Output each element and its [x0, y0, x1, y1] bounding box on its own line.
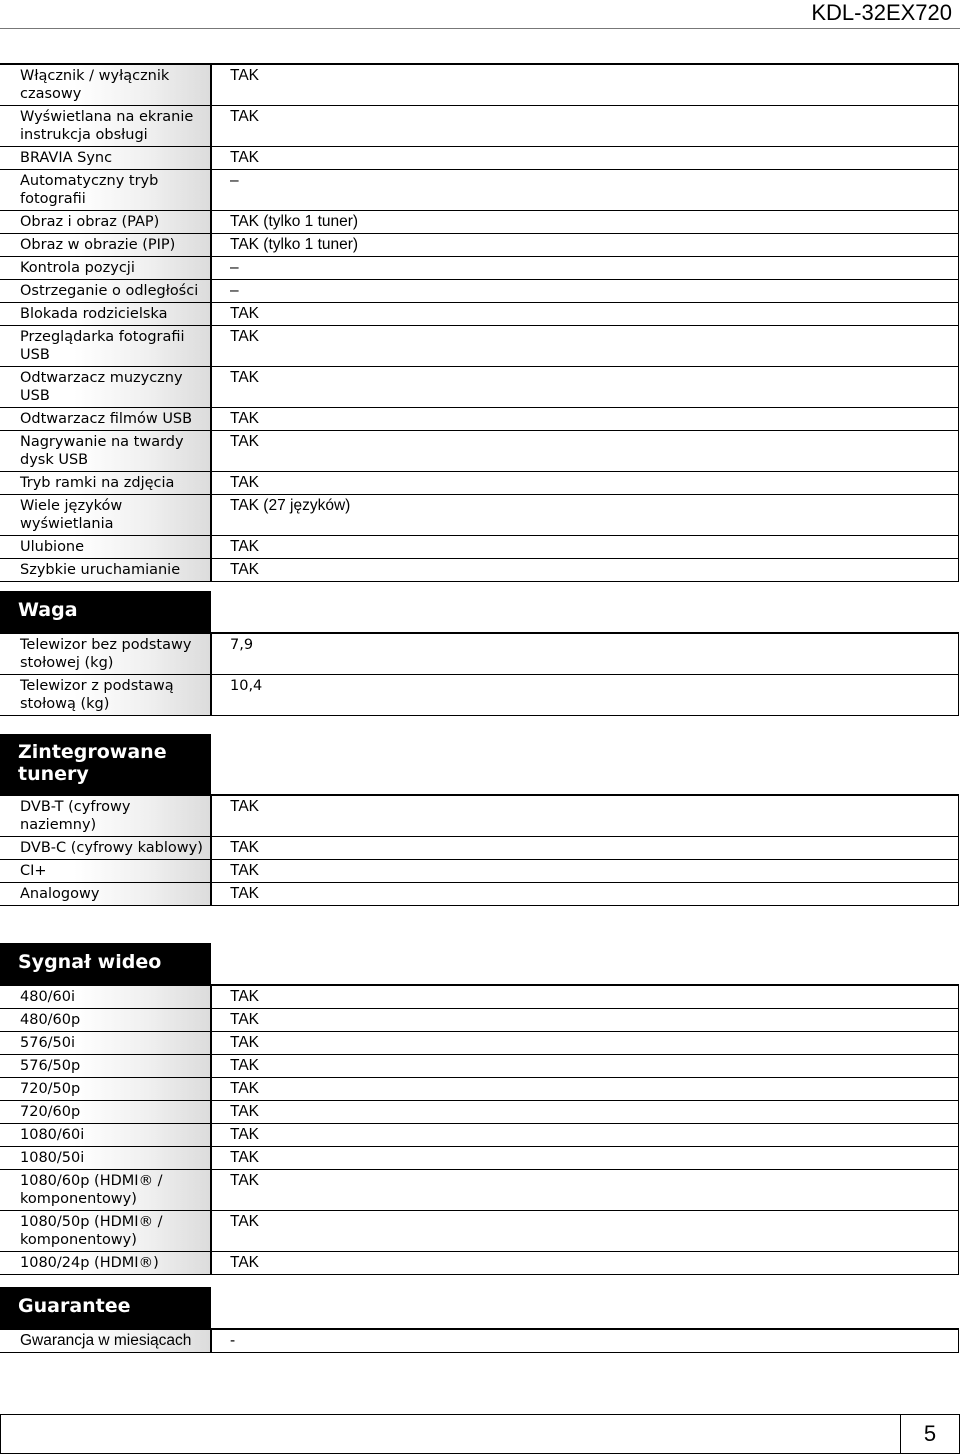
table-row: [0, 1252, 959, 1275]
row-value: TAK: [211, 367, 959, 408]
row-value: TAK: [211, 536, 959, 559]
table-row: [0, 1170, 959, 1211]
row-label: Ulubione: [0, 536, 211, 559]
row-value: 10,4: [211, 675, 959, 716]
row-label: 720/50p: [0, 1078, 211, 1101]
row-label: Tryb ramki na zdjęcia: [0, 472, 211, 495]
row-label: Wiele języków wyświetlania: [0, 495, 211, 536]
row-value: TAK: [211, 303, 959, 326]
row-label: BRAVIA Sync: [0, 147, 211, 170]
row-value: TAK: [211, 1032, 959, 1055]
table-row: [0, 1078, 959, 1101]
row-label: 1080/50p (HDMI® / komponentowy): [0, 1211, 211, 1252]
row-value: –: [211, 170, 959, 211]
row-label: Obraz i obraz (PAP): [0, 211, 211, 234]
table-row: [0, 1101, 959, 1124]
row-value: TAK: [211, 1211, 959, 1252]
table-row: [0, 147, 959, 170]
wideo-section: [0, 943, 960, 1275]
row-value: TAK: [211, 837, 959, 860]
table-row: [0, 257, 959, 280]
row-value: TAK (27 języków): [211, 495, 959, 536]
page-number: 5: [900, 1415, 959, 1453]
row-label: Telewizor bez podstawy stołowej (kg): [0, 633, 211, 675]
row-value: TAK: [211, 1078, 959, 1101]
row-value: TAK: [211, 559, 959, 582]
table-row: [0, 536, 959, 559]
waga-table: [0, 632, 959, 716]
table-row: [0, 1009, 959, 1032]
footer-box: [0, 1414, 960, 1454]
row-label: Włącznik / wyłącznik czasowy: [0, 64, 211, 106]
row-value: -: [211, 1329, 959, 1353]
row-label: CI+: [0, 860, 211, 883]
row-value: TAK (tylko 1 tuner): [211, 234, 959, 257]
guarantee-section: [0, 1287, 960, 1353]
row-value: TAK: [211, 883, 959, 906]
row-label: Wyświetlana na ekranie instrukcja obsługi: [0, 106, 211, 147]
table-row: [0, 837, 959, 860]
row-value: TAK: [211, 326, 959, 367]
table-row: [0, 985, 959, 1009]
table-row: [0, 1032, 959, 1055]
row-label: 720/60p: [0, 1101, 211, 1124]
section-title-wideo: Sygnał wideo: [0, 943, 211, 984]
row-value: TAK: [211, 431, 959, 472]
row-value: TAK: [211, 64, 959, 106]
table-row: [0, 234, 959, 257]
table-row: [0, 170, 959, 211]
table-row: [0, 633, 959, 675]
row-value: TAK: [211, 795, 959, 837]
table-row: [0, 1147, 959, 1170]
row-label: Ostrzeganie o odległości: [0, 280, 211, 303]
row-label: DVB-C (cyfrowy kablowy): [0, 837, 211, 860]
row-label: Odtwarzacz filmów USB: [0, 408, 211, 431]
row-value: TAK: [211, 408, 959, 431]
row-label: Kontrola pozycji: [0, 257, 211, 280]
row-value: TAK: [211, 860, 959, 883]
row-value: TAK: [211, 1147, 959, 1170]
table-row: [0, 326, 959, 367]
wideo-table: [0, 984, 959, 1275]
row-value: TAK: [211, 985, 959, 1009]
row-value: –: [211, 280, 959, 303]
row-value: –: [211, 257, 959, 280]
row-value: TAK: [211, 1009, 959, 1032]
row-label: 480/60p: [0, 1009, 211, 1032]
row-label: 1080/60p (HDMI® / komponentowy): [0, 1170, 211, 1211]
table-row: [0, 280, 959, 303]
table-row: [0, 64, 959, 106]
table-row: [0, 559, 959, 582]
table-row: [0, 367, 959, 408]
row-label: Przeglądarka fotografii USB: [0, 326, 211, 367]
row-value: TAK: [211, 1101, 959, 1124]
table-row: [0, 1329, 959, 1353]
row-label: Odtwarzacz muzyczny USB: [0, 367, 211, 408]
row-value: TAK: [211, 472, 959, 495]
tunery-section: [0, 734, 960, 906]
table-row: [0, 675, 959, 716]
row-label: Telewizor z podstawą stołową (kg): [0, 675, 211, 716]
row-label: Gwarancja w miesiącach: [0, 1329, 211, 1353]
table-row: [0, 431, 959, 472]
row-label: Obraz w obrazie (PIP): [0, 234, 211, 257]
row-label: 576/50p: [0, 1055, 211, 1078]
row-label: DVB-T (cyfrowy naziemny): [0, 795, 211, 837]
row-value: TAK: [211, 1252, 959, 1275]
table-row: [0, 795, 959, 837]
section-title-guarantee: Guarantee: [0, 1287, 211, 1328]
table-row: [0, 860, 959, 883]
features-table: [0, 63, 959, 582]
row-value: TAK: [211, 106, 959, 147]
row-label: Analogowy: [0, 883, 211, 906]
guarantee-table: [0, 1328, 959, 1353]
table-row: [0, 211, 959, 234]
model-number: KDL-32EX720: [811, 0, 952, 25]
header-rule: [0, 28, 960, 29]
table-row: [0, 883, 959, 906]
row-label: 1080/24p (HDMI®): [0, 1252, 211, 1275]
row-label: 576/50i: [0, 1032, 211, 1055]
row-label: Szybkie uruchamianie: [0, 559, 211, 582]
row-value: 7,9: [211, 633, 959, 675]
row-label: Nagrywanie na twardy dysk USB: [0, 431, 211, 472]
row-value: TAK: [211, 1124, 959, 1147]
row-label: 1080/60i: [0, 1124, 211, 1147]
row-value: TAK: [211, 1170, 959, 1211]
table-row: [0, 1055, 959, 1078]
tunery-table: [0, 794, 959, 906]
waga-section: [0, 591, 960, 716]
table-row: [0, 303, 959, 326]
table-row: [0, 495, 959, 536]
features-section: [0, 63, 960, 582]
table-row: [0, 408, 959, 431]
table-row: [0, 1211, 959, 1252]
table-row: [0, 106, 959, 147]
section-title-tunery: Zintegrowane tunery: [0, 734, 211, 794]
row-label: Automatyczny tryb fotografii: [0, 170, 211, 211]
row-label: 480/60i: [0, 985, 211, 1009]
row-value: TAK: [211, 147, 959, 170]
table-row: [0, 1124, 959, 1147]
row-value: TAK: [211, 1055, 959, 1078]
row-label: 1080/50i: [0, 1147, 211, 1170]
row-label: Blokada rodzicielska: [0, 303, 211, 326]
row-value: TAK (tylko 1 tuner): [211, 211, 959, 234]
section-title-waga: Waga: [0, 591, 211, 632]
table-row: [0, 472, 959, 495]
